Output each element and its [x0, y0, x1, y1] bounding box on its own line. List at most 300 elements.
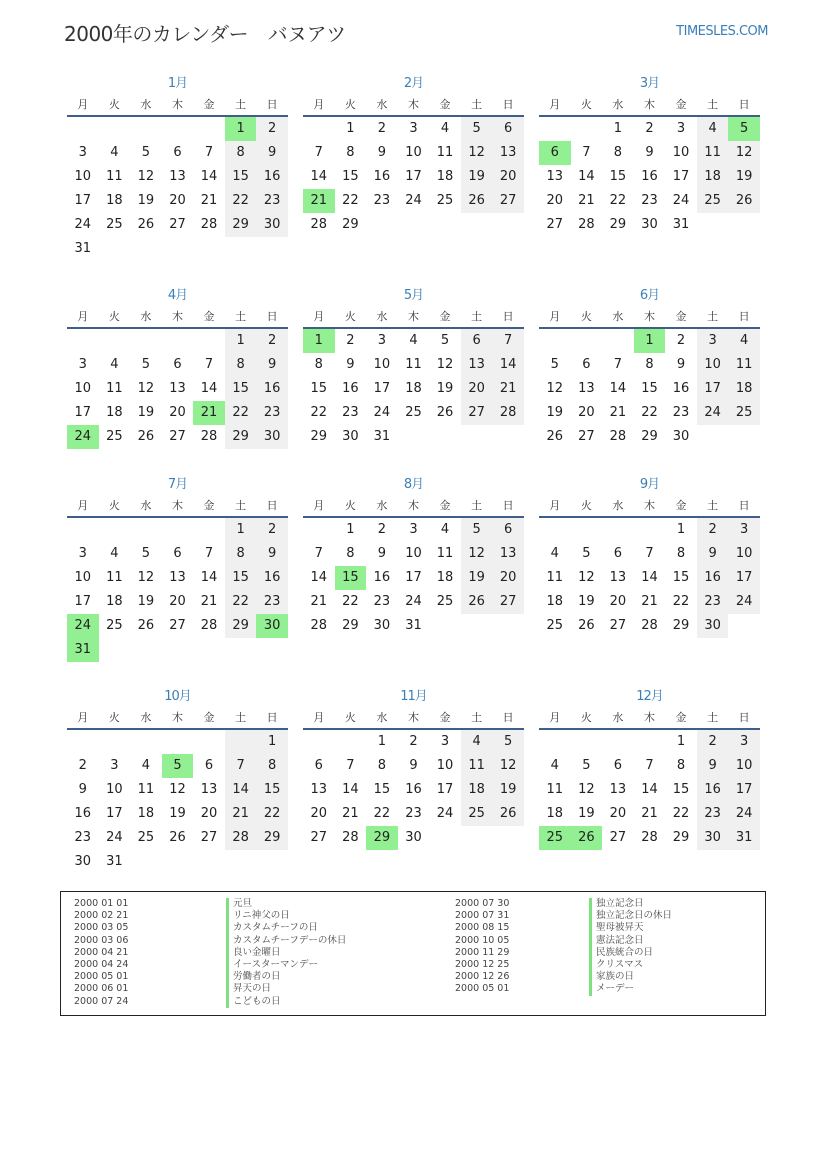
day-cell[interactable]: 17 [106, 806, 123, 821]
day-cell[interactable]: 7 [645, 758, 654, 773]
day-cell[interactable]: 9 [645, 145, 654, 160]
day-cell[interactable]: 19 [461, 566, 493, 590]
day-cell[interactable]: 10 [106, 782, 123, 797]
day-cell[interactable]: 27 [578, 429, 595, 444]
day-cell[interactable]: 4 [728, 329, 760, 353]
day-cell[interactable]: 1 [256, 730, 288, 754]
day-cell[interactable]: 22 [373, 806, 391, 821]
day-cell[interactable]: 18 [546, 594, 564, 609]
day-cell[interactable]: 22 [672, 806, 690, 821]
day-cell[interactable]: 3 [110, 758, 119, 773]
day-cell[interactable]: 18 [728, 377, 760, 401]
day-cell[interactable]: 5 [461, 518, 493, 542]
day-cell[interactable]: 30 [342, 429, 359, 444]
day-cell[interactable]: 2 [346, 333, 355, 348]
day-cell[interactable]: 2 [78, 758, 87, 773]
day-cell[interactable]: 31 [74, 241, 92, 256]
day-cell[interactable]: 10 [373, 357, 391, 372]
day-cell[interactable]: 1 [676, 734, 686, 749]
day-cell[interactable]: 28 [342, 830, 359, 845]
day-cell[interactable]: 23 [373, 193, 391, 208]
day-cell[interactable]: 12 [461, 542, 493, 566]
day-cell[interactable]: 29 [609, 217, 627, 232]
day-cell[interactable]: 5 [492, 730, 524, 754]
day-cell[interactable]: 14 [492, 353, 524, 377]
day-cell[interactable]: 24 [405, 193, 422, 208]
day-cell[interactable]: 6 [173, 145, 182, 160]
day-cell[interactable]: 13 [546, 169, 564, 184]
day-cell[interactable]: 8 [377, 758, 387, 773]
day-cell[interactable]: 28 [200, 618, 218, 633]
day-cell[interactable]: 21 [578, 193, 595, 208]
day-cell[interactable]: 25 [106, 217, 123, 232]
day-cell[interactable]: 22 [342, 193, 359, 208]
day-cell[interactable]: 31 [728, 826, 760, 850]
day-cell[interactable]: 14 [310, 169, 328, 184]
day-cell[interactable]: 2 [645, 121, 654, 136]
day-cell[interactable]: 21 [310, 594, 328, 609]
day-cell[interactable]: 27 [492, 590, 524, 614]
day-cell[interactable]: 14 [578, 169, 595, 184]
day-cell[interactable]: 12 [546, 381, 564, 396]
day-cell[interactable]: 12 [492, 754, 524, 778]
day-cell[interactable]: 14 [200, 169, 218, 184]
day-cell[interactable]: 29 [672, 618, 690, 633]
day-cell[interactable]: 8 [256, 754, 288, 778]
day-cell[interactable]: 2 [377, 121, 387, 136]
day-cell[interactable]: 24 [728, 802, 760, 826]
day-cell[interactable]: 10 [405, 546, 422, 561]
day-cell[interactable]: 19 [461, 165, 493, 189]
day-cell[interactable]: 28 [641, 618, 658, 633]
day-cell[interactable]: 11 [436, 546, 454, 561]
day-cell[interactable]: 18 [436, 169, 454, 184]
day-cell[interactable]: 27 [492, 189, 524, 213]
day-cell[interactable]: 16 [697, 778, 729, 802]
day-cell[interactable]: 16 [405, 782, 422, 797]
day-cell[interactable]: 25 [546, 618, 564, 633]
day-cell[interactable]: 29 [641, 429, 658, 444]
day-cell[interactable]: 6 [613, 546, 623, 561]
day-cell[interactable]: 13 [169, 381, 186, 396]
day-cell[interactable]: 5 [440, 333, 450, 348]
day-cell[interactable]: 8 [314, 357, 323, 372]
day-cell[interactable]: 30 [256, 213, 288, 237]
day-cell[interactable]: 11 [106, 381, 123, 396]
day-cell[interactable]: 5 [582, 758, 591, 773]
day-cell[interactable]: 26 [492, 802, 524, 826]
day-cell[interactable]: 19 [578, 594, 595, 609]
day-cell[interactable]: 9 [676, 357, 686, 372]
day-cell[interactable]: 17 [373, 381, 391, 396]
day-cell[interactable]: 26 [461, 189, 493, 213]
day-cell[interactable]: 6 [492, 518, 524, 542]
day-cell[interactable]: 13 [169, 169, 186, 184]
day-cell[interactable]: 5 [582, 546, 591, 561]
day-cell[interactable]: 31 [672, 217, 690, 232]
day-cell[interactable]: 13 [578, 381, 595, 396]
day-cell[interactable]: 4 [409, 333, 418, 348]
day-cell[interactable]: 18 [405, 381, 422, 396]
day-cell[interactable]: 2 [377, 522, 387, 537]
day-cell[interactable]: 13 [609, 782, 627, 797]
day-cell[interactable]: 17 [436, 782, 454, 797]
day-cell[interactable]: 1 [346, 121, 355, 136]
day-cell[interactable]: 31 [405, 618, 422, 633]
day-cell[interactable]: 11 [405, 357, 422, 372]
day-cell[interactable]: 9 [377, 546, 387, 561]
day-cell[interactable]: 15 [641, 381, 658, 396]
day-cell[interactable]: 24 [697, 401, 729, 425]
day-cell[interactable]: 24 [405, 594, 422, 609]
day-cell[interactable]: 19 [137, 594, 155, 609]
holiday-day-cell[interactable]: 1 [634, 329, 666, 353]
day-cell[interactable]: 2 [409, 734, 418, 749]
day-cell[interactable]: 15 [256, 778, 288, 802]
day-cell[interactable]: 14 [641, 782, 658, 797]
day-cell[interactable]: 8 [613, 145, 623, 160]
day-cell[interactable]: 23 [256, 401, 288, 425]
day-cell[interactable]: 4 [440, 121, 450, 136]
day-cell[interactable]: 17 [672, 169, 690, 184]
day-cell[interactable]: 6 [173, 546, 182, 561]
day-cell[interactable]: 31 [106, 854, 123, 869]
day-cell[interactable]: 27 [169, 217, 186, 232]
day-cell[interactable]: 26 [137, 429, 155, 444]
day-cell[interactable]: 2 [256, 117, 288, 141]
day-cell[interactable]: 12 [137, 570, 155, 585]
day-cell[interactable]: 13 [492, 542, 524, 566]
day-cell[interactable]: 16 [256, 377, 288, 401]
day-cell[interactable]: 11 [546, 570, 564, 585]
day-cell[interactable]: 18 [697, 165, 729, 189]
day-cell[interactable]: 19 [546, 405, 564, 420]
day-cell[interactable]: 20 [200, 806, 218, 821]
day-cell[interactable]: 26 [728, 189, 760, 213]
day-cell[interactable]: 6 [204, 758, 214, 773]
day-cell[interactable]: 5 [550, 357, 559, 372]
day-cell[interactable]: 8 [225, 353, 257, 377]
day-cell[interactable]: 20 [169, 193, 186, 208]
day-cell[interactable]: 26 [578, 618, 595, 633]
holiday-day-cell[interactable]: 25 [539, 826, 571, 850]
day-cell[interactable]: 18 [106, 405, 123, 420]
day-cell[interactable]: 22 [342, 594, 359, 609]
day-cell[interactable]: 10 [728, 754, 760, 778]
day-cell[interactable]: 3 [440, 734, 450, 749]
day-cell[interactable]: 16 [641, 169, 658, 184]
day-cell[interactable]: 20 [169, 405, 186, 420]
day-cell[interactable]: 10 [74, 381, 92, 396]
day-cell[interactable]: 21 [641, 594, 658, 609]
day-cell[interactable]: 25 [461, 802, 493, 826]
day-cell[interactable]: 30 [697, 614, 729, 638]
day-cell[interactable]: 2 [256, 329, 288, 353]
day-cell[interactable]: 17 [74, 193, 92, 208]
day-cell[interactable]: 3 [697, 329, 729, 353]
day-cell[interactable]: 15 [225, 566, 257, 590]
day-cell[interactable]: 26 [436, 405, 454, 420]
day-cell[interactable]: 20 [609, 806, 627, 821]
day-cell[interactable]: 12 [578, 570, 595, 585]
day-cell[interactable]: 19 [169, 806, 186, 821]
day-cell[interactable]: 3 [676, 121, 686, 136]
day-cell[interactable]: 23 [74, 830, 92, 845]
day-cell[interactable]: 8 [225, 542, 257, 566]
day-cell[interactable]: 6 [492, 117, 524, 141]
day-cell[interactable]: 30 [697, 826, 729, 850]
day-cell[interactable]: 17 [405, 169, 422, 184]
day-cell[interactable]: 9 [256, 141, 288, 165]
day-cell[interactable]: 25 [405, 405, 422, 420]
day-cell[interactable]: 17 [74, 594, 92, 609]
day-cell[interactable]: 7 [204, 546, 214, 561]
day-cell[interactable]: 16 [256, 165, 288, 189]
day-cell[interactable]: 16 [256, 566, 288, 590]
day-cell[interactable]: 15 [672, 782, 690, 797]
day-cell[interactable]: 8 [346, 145, 355, 160]
day-cell[interactable]: 22 [225, 401, 257, 425]
day-cell[interactable]: 10 [74, 169, 92, 184]
day-cell[interactable]: 13 [609, 570, 627, 585]
day-cell[interactable]: 21 [609, 405, 627, 420]
day-cell[interactable]: 30 [641, 217, 658, 232]
day-cell[interactable]: 28 [225, 826, 257, 850]
day-cell[interactable]: 10 [405, 145, 422, 160]
holiday-day-cell[interactable]: 6 [539, 141, 571, 165]
day-cell[interactable]: 11 [436, 145, 454, 160]
day-cell[interactable]: 5 [141, 546, 151, 561]
day-cell[interactable]: 15 [672, 570, 690, 585]
day-cell[interactable]: 20 [492, 566, 524, 590]
day-cell[interactable]: 20 [609, 594, 627, 609]
day-cell[interactable]: 30 [672, 429, 690, 444]
day-cell[interactable]: 23 [641, 193, 658, 208]
day-cell[interactable]: 14 [609, 381, 627, 396]
day-cell[interactable]: 28 [200, 217, 218, 232]
day-cell[interactable]: 12 [137, 169, 155, 184]
day-cell[interactable]: 12 [728, 141, 760, 165]
day-cell[interactable]: 25 [697, 189, 729, 213]
day-cell[interactable]: 4 [110, 145, 119, 160]
day-cell[interactable]: 16 [672, 381, 690, 396]
day-cell[interactable]: 23 [697, 590, 729, 614]
day-cell[interactable]: 21 [641, 806, 658, 821]
day-cell[interactable]: 13 [200, 782, 218, 797]
day-cell[interactable]: 29 [342, 618, 359, 633]
day-cell[interactable]: 21 [225, 802, 257, 826]
day-cell[interactable]: 20 [310, 806, 328, 821]
day-cell[interactable]: 14 [342, 782, 359, 797]
holiday-day-cell[interactable]: 30 [256, 614, 288, 638]
day-cell[interactable]: 9 [346, 357, 355, 372]
day-cell[interactable]: 27 [609, 830, 627, 845]
day-cell[interactable]: 28 [641, 830, 658, 845]
day-cell[interactable]: 18 [461, 778, 493, 802]
holiday-day-cell[interactable]: 31 [67, 638, 99, 662]
day-cell[interactable]: 15 [609, 169, 627, 184]
day-cell[interactable]: 12 [578, 782, 595, 797]
day-cell[interactable]: 4 [440, 522, 450, 537]
day-cell[interactable]: 13 [461, 353, 493, 377]
day-cell[interactable]: 13 [310, 782, 328, 797]
day-cell[interactable]: 10 [697, 353, 729, 377]
day-cell[interactable]: 5 [141, 145, 151, 160]
day-cell[interactable]: 4 [461, 730, 493, 754]
day-cell[interactable]: 7 [492, 329, 524, 353]
day-cell[interactable]: 9 [256, 353, 288, 377]
day-cell[interactable]: 8 [225, 141, 257, 165]
day-cell[interactable]: 2 [256, 518, 288, 542]
day-cell[interactable]: 29 [342, 217, 359, 232]
day-cell[interactable]: 3 [78, 357, 87, 372]
day-cell[interactable]: 25 [106, 429, 123, 444]
day-cell[interactable]: 27 [310, 830, 328, 845]
day-cell[interactable]: 7 [613, 357, 623, 372]
day-cell[interactable]: 7 [225, 754, 257, 778]
day-cell[interactable]: 9 [78, 782, 87, 797]
day-cell[interactable]: 21 [342, 806, 359, 821]
day-cell[interactable]: 17 [74, 405, 92, 420]
holiday-day-cell[interactable]: 1 [225, 117, 257, 141]
day-cell[interactable]: 20 [169, 594, 186, 609]
brand-link[interactable]: TIMESLES.COM [676, 24, 768, 39]
day-cell[interactable]: 16 [373, 570, 391, 585]
day-cell[interactable]: 11 [728, 353, 760, 377]
day-cell[interactable]: 3 [728, 730, 760, 754]
day-cell[interactable]: 29 [225, 614, 257, 638]
day-cell[interactable]: 20 [461, 377, 493, 401]
day-cell[interactable]: 19 [436, 381, 454, 396]
day-cell[interactable]: 15 [373, 782, 391, 797]
day-cell[interactable]: 27 [200, 830, 218, 845]
day-cell[interactable]: 4 [110, 357, 119, 372]
day-cell[interactable]: 7 [204, 145, 214, 160]
day-cell[interactable]: 21 [200, 594, 218, 609]
day-cell[interactable]: 30 [373, 618, 391, 633]
holiday-day-cell[interactable]: 5 [728, 117, 760, 141]
holiday-day-cell[interactable]: 21 [303, 189, 335, 213]
day-cell[interactable]: 5 [461, 117, 493, 141]
day-cell[interactable]: 7 [314, 546, 323, 561]
day-cell[interactable]: 1 [377, 734, 387, 749]
day-cell[interactable]: 12 [461, 141, 493, 165]
day-cell[interactable]: 29 [256, 826, 288, 850]
day-cell[interactable]: 12 [436, 357, 454, 372]
day-cell[interactable]: 23 [342, 405, 359, 420]
day-cell[interactable]: 8 [346, 546, 355, 561]
day-cell[interactable]: 18 [436, 570, 454, 585]
day-cell[interactable]: 18 [106, 594, 123, 609]
day-cell[interactable]: 20 [546, 193, 564, 208]
day-cell[interactable]: 6 [613, 758, 623, 773]
day-cell[interactable]: 4 [550, 758, 559, 773]
holiday-day-cell[interactable]: 29 [366, 826, 398, 850]
day-cell[interactable]: 4 [550, 546, 559, 561]
day-cell[interactable]: 26 [169, 830, 186, 845]
day-cell[interactable]: 6 [314, 758, 323, 773]
day-cell[interactable]: 27 [546, 217, 564, 232]
day-cell[interactable]: 25 [137, 830, 155, 845]
day-cell[interactable]: 27 [169, 618, 186, 633]
day-cell[interactable]: 14 [200, 570, 218, 585]
day-cell[interactable]: 3 [728, 518, 760, 542]
holiday-day-cell[interactable]: 1 [303, 329, 335, 353]
day-cell[interactable]: 13 [169, 570, 186, 585]
day-cell[interactable]: 9 [256, 542, 288, 566]
day-cell[interactable]: 1 [676, 522, 686, 537]
day-cell[interactable]: 8 [645, 357, 654, 372]
holiday-day-cell[interactable]: 24 [67, 425, 99, 449]
day-cell[interactable]: 29 [672, 830, 690, 845]
day-cell[interactable]: 10 [74, 570, 92, 585]
day-cell[interactable]: 7 [204, 357, 214, 372]
holiday-day-cell[interactable]: 15 [335, 566, 367, 590]
day-cell[interactable]: 25 [106, 618, 123, 633]
day-cell[interactable]: 23 [373, 594, 391, 609]
day-cell[interactable]: 8 [676, 758, 686, 773]
day-cell[interactable]: 10 [436, 758, 454, 773]
day-cell[interactable]: 16 [697, 566, 729, 590]
day-cell[interactable]: 22 [609, 193, 627, 208]
day-cell[interactable]: 30 [405, 830, 422, 845]
day-cell[interactable]: 10 [728, 542, 760, 566]
holiday-day-cell[interactable]: 26 [571, 826, 603, 850]
day-cell[interactable]: 14 [310, 570, 328, 585]
day-cell[interactable]: 9 [377, 145, 387, 160]
day-cell[interactable]: 9 [697, 542, 729, 566]
day-cell[interactable]: 18 [106, 193, 123, 208]
day-cell[interactable]: 17 [405, 570, 422, 585]
day-cell[interactable]: 21 [492, 377, 524, 401]
day-cell[interactable]: 7 [645, 546, 654, 561]
day-cell[interactable]: 12 [169, 782, 186, 797]
day-cell[interactable]: 26 [461, 590, 493, 614]
day-cell[interactable]: 28 [609, 429, 627, 444]
day-cell[interactable]: 31 [373, 429, 391, 444]
day-cell[interactable]: 24 [436, 806, 454, 821]
day-cell[interactable]: 6 [173, 357, 182, 372]
day-cell[interactable]: 30 [74, 854, 92, 869]
day-cell[interactable]: 7 [314, 145, 323, 160]
day-cell[interactable]: 3 [377, 333, 387, 348]
day-cell[interactable]: 11 [106, 169, 123, 184]
holiday-day-cell[interactable]: 24 [67, 614, 99, 638]
day-cell[interactable]: 13 [492, 141, 524, 165]
day-cell[interactable]: 19 [137, 193, 155, 208]
day-cell[interactable]: 22 [225, 590, 257, 614]
day-cell[interactable]: 8 [676, 546, 686, 561]
day-cell[interactable]: 20 [578, 405, 595, 420]
day-cell[interactable]: 28 [200, 429, 218, 444]
day-cell[interactable]: 30 [256, 425, 288, 449]
day-cell[interactable]: 14 [200, 381, 218, 396]
day-cell[interactable]: 7 [346, 758, 355, 773]
day-cell[interactable]: 23 [697, 802, 729, 826]
holiday-day-cell[interactable]: 21 [193, 401, 225, 425]
day-cell[interactable]: 11 [546, 782, 564, 797]
day-cell[interactable]: 11 [137, 782, 155, 797]
day-cell[interactable]: 28 [492, 401, 524, 425]
day-cell[interactable]: 28 [310, 618, 328, 633]
day-cell[interactable]: 22 [672, 594, 690, 609]
day-cell[interactable]: 28 [310, 217, 328, 232]
day-cell[interactable]: 3 [78, 546, 87, 561]
day-cell[interactable]: 5 [141, 357, 151, 372]
day-cell[interactable]: 1 [346, 522, 355, 537]
day-cell[interactable]: 16 [74, 806, 92, 821]
day-cell[interactable]: 24 [672, 193, 690, 208]
